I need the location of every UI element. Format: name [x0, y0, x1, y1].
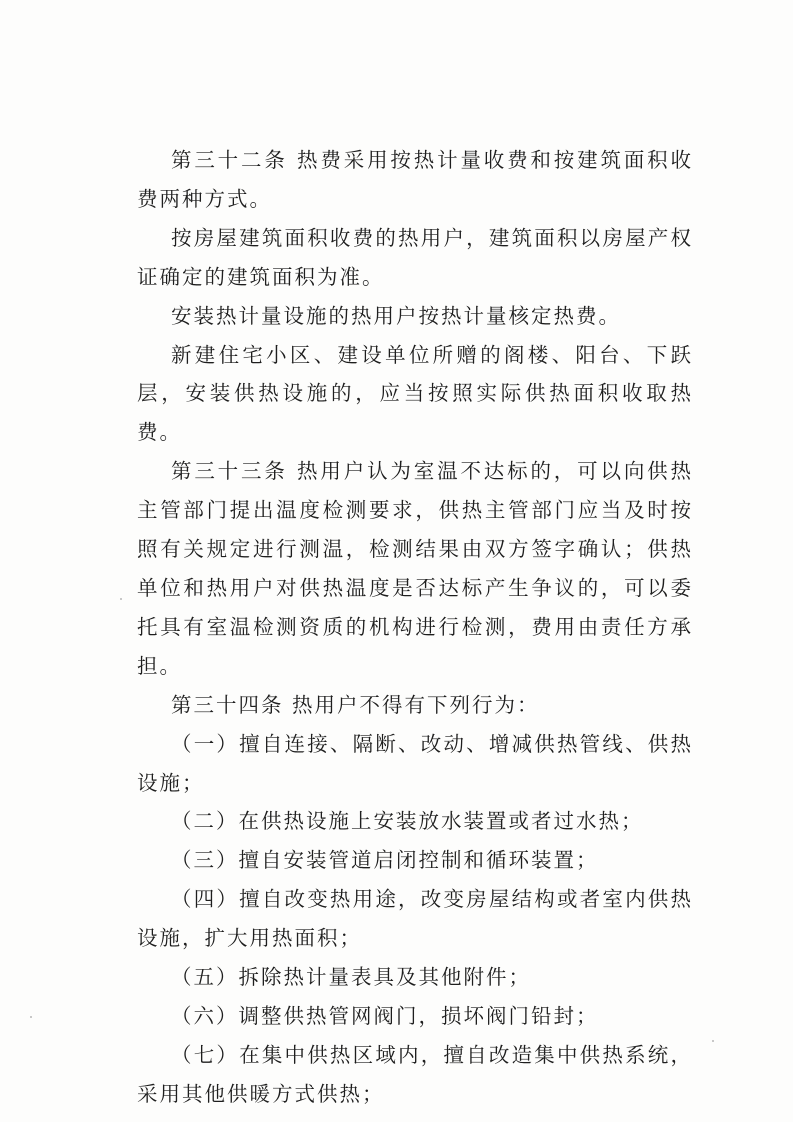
scan-speck — [712, 1040, 714, 1042]
article-34-item-2: （二）在供热设施上安装放水装置或者过水热； — [171, 809, 644, 834]
article-34-item-1: （一）擅自连接、隔断、改动、增减供热管线、供热设施； — [137, 731, 693, 795]
regulation-text — [137, 141, 693, 1114]
article-34-item-6: （六）调整供热管网阀门，损坏阀门铅封； — [171, 1003, 599, 1028]
article-32-new-residential-paragraph: 新建住宅小区、建设单位所赠的阁楼、阳台、下跃层，安装供热设施的，应当按照实际供热面积收取热费。 — [137, 342, 693, 445]
article-34-item-5: （五）拆除热计量表具及其他附件； — [171, 965, 531, 990]
scan-speck — [30, 1016, 32, 1018]
article-34-item-7: （七）在集中供热区域内，擅自改造集中供热系统，采用其他供暖方式供热； — [137, 1042, 693, 1106]
article-34-item-3: （三）擅自安装管道启闭控制和循环装置； — [171, 848, 599, 873]
article-32-metering-paragraph: 安装热计量设施的热用户按热计量核定热费。 — [171, 303, 621, 328]
scan-speck — [120, 598, 122, 600]
article-32-heading-paragraph: 第三十二条 热费采用按热计量收费和按建筑面积收费两种方式。 — [137, 148, 693, 211]
article-34-item-4: （四）擅自改变热用途，改变房屋结构或者室内供热设施，扩大用热面积； — [137, 887, 693, 951]
article-32-area-paragraph: 按房屋建筑面积收费的热用户，建筑面积以房屋产权证确定的建筑面积为准。 — [137, 225, 693, 289]
article-34-heading-paragraph: 第三十四条 热用户不得有下列行为： — [171, 692, 540, 717]
article-33-paragraph: 第三十三条 热用户认为室温不达标的，可以向供热主管部门提出温度检测要求，供热主管部门应当及时按照有关规定进行测温，检测结果由双方签字确认；供热单位和热用户对供热温度是否达标产生争议的，可以委托具有室温检测资质的机构进行检测，费用由责任方承担。 — [137, 459, 693, 678]
